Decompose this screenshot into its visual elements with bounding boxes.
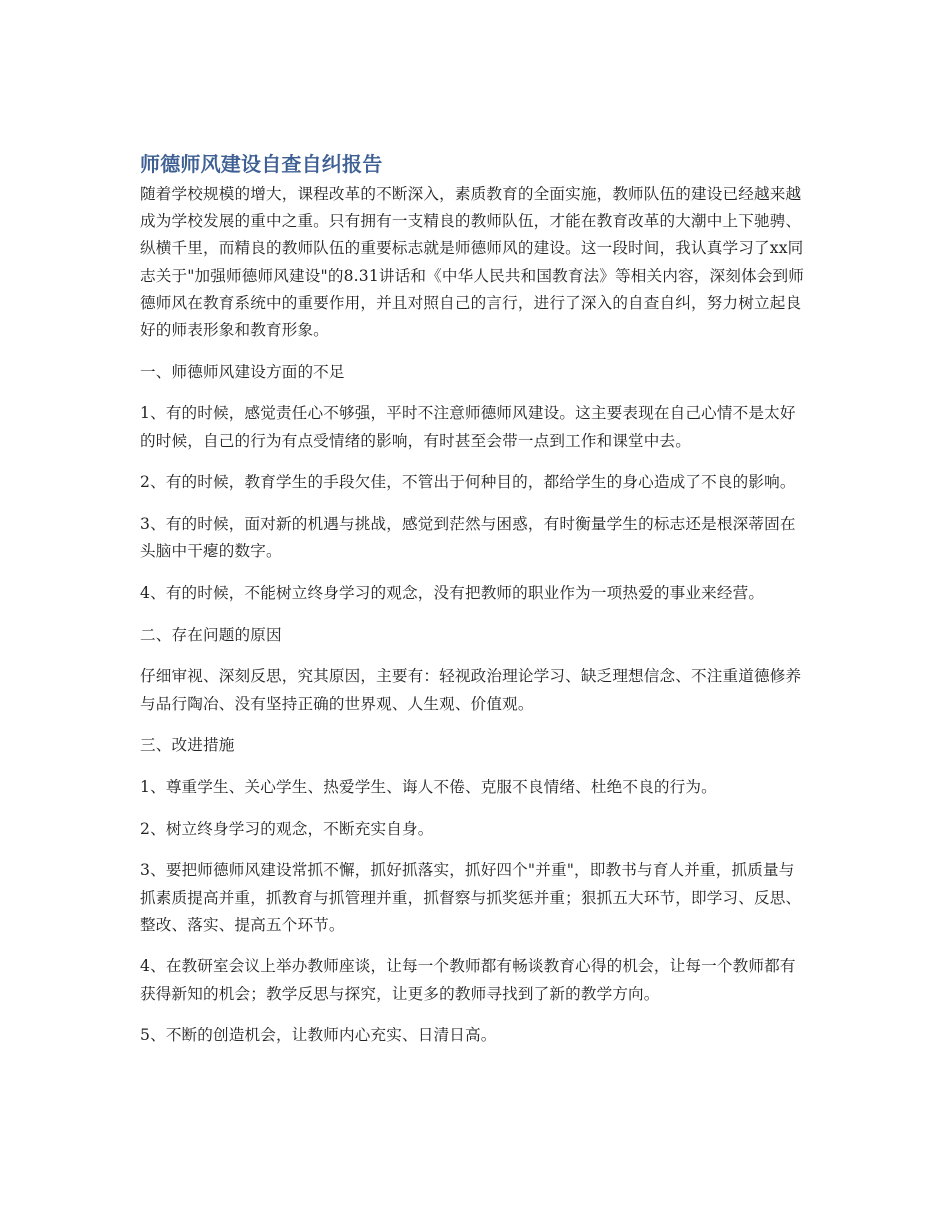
section-3-heading: 三、改进措施 [140,736,235,755]
section-1-heading: 一、师德师风建设方面的不足 [140,362,345,381]
section-2-body: 仔细审视、深刻反思，究其原因，主要有：轻视政治理论学习、缺乏理想信念、不注重道德修养与品行陶冶、没有坚持正确的世界观、人生观、价值观。 [140,667,802,713]
section-1-item-4: 4、有的时候，不能树立终身学习的观念，没有把教师的职业作为一项热爱的事业来经营。 [140,583,765,602]
section-2-heading: 二、存在问题的原因 [140,625,282,644]
section-3-item-5: 5、不断的创造机会，让教师内心充实、日清日高。 [140,1026,497,1045]
section-1-item-1: 1、有的时候，感觉责任心不够强，平时不注意师德师风建设。这主要表现在自己心情不是太好的时候，自己的行为有点受情绪的影响，有时甚至会带一点到工作和课堂中去。 [140,404,796,450]
section-3-item-3: 3、要把师德师风建设常抓不懈，抓好抓落实，抓好四个"并重"，即教书与育人并重，抓质量与抓素质提高并重，抓教育与抓管理并重，抓督察与抓奖惩并重；狠抓五大环节，即学习、反思、整改、落实、提高五个环节。 [140,861,802,934]
section-1-item-2: 2、有的时候，教育学生的手段欠佳，不管出于何种目的，都给学生的身心造成了不良的影响。 [140,473,796,492]
intro-paragraph: 随着学校规模的增大，课程改革的不断深入，素质教育的全面实施，教师队伍的建设已经越来越成为学校发展的重中之重。只有拥有一支精良的教师队伍，才能在教育改革的大潮中上下驰骋、纵横千里，而精良的教师队伍的重要标志就是师德师风的建设。这一段时间，我认真学习了xx同志关于"加强师德师风建设"的8.31讲话和《中华人民共和国教育法》等相关内容，深刻体会到师德师风在教育系统中的重要作用，并且对照自己的言行，进行了深入的自查自纠，努力树立起良好的师表形象和教育形象。 [140,185,804,340]
section-1-item-3: 3、有的时候，面对新的机遇与挑战，感觉到茫然与困惑，有时衡量学生的标志还是根深蒂固在头脑中干瘪的数字。 [140,515,796,561]
section-3-item-4: 4、在教研室会议上举办教师座谈，让每一个教师都有畅谈教育心得的机会，让每一个教师都有获得新知的机会；教学反思与探究，让更多的教师寻找到了新的教学方向。 [140,957,796,1003]
document-title: 师德师风建设自查自纠报告 [140,152,383,176]
section-3-item-2: 2、树立终身学习的观念，不断充实自身。 [140,819,434,838]
document-page [140,148,810,1064]
section-3-item-1: 1、尊重学生、关心学生、热爱学生、诲人不倦、克服不良情绪、杜绝不良的行为。 [140,777,717,796]
